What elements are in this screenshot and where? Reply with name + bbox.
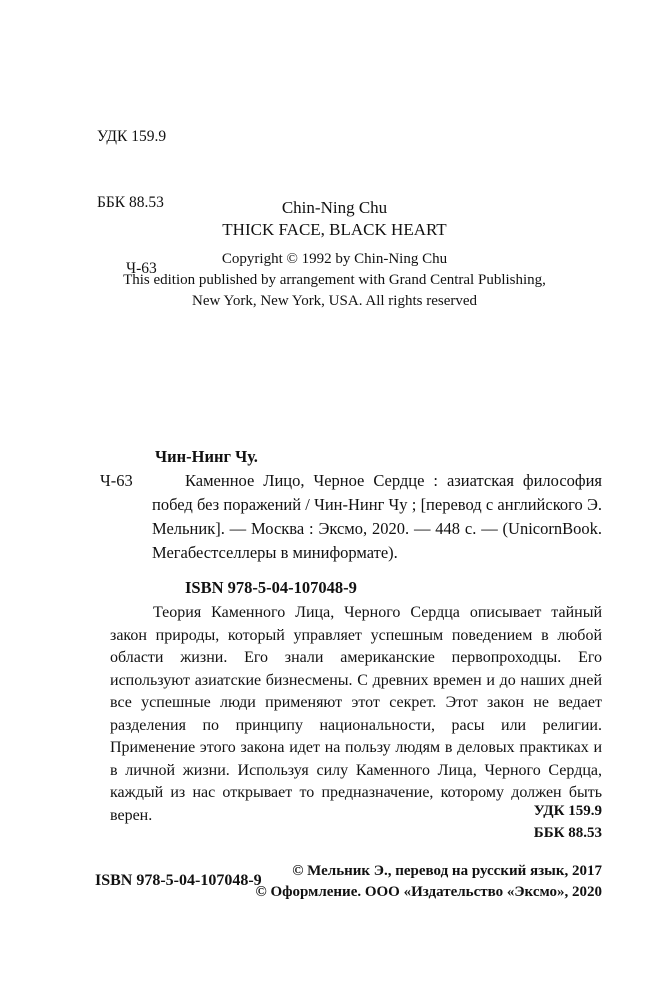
copyright-notice-line: Copyright © 1992 by Chin-Ning Chu [221, 251, 448, 267]
footer-isbn: ISBN 978-5-04-107048-9 [95, 872, 262, 889]
copyright-notice-line: New York, New York, USA. All rights reserved [192, 293, 477, 309]
bottom-catalog-codes [534, 800, 602, 844]
original-title: THICK FACE, BLACK HEART [222, 220, 447, 239]
catalog-description: Каменное Лицо, Черное Сердце : азиатская философия побед без поражений / Чин-Нинг Чу ; [перевод с английского Э. Мельник]. — Москва : Эксмо, 2020. — 448 с. — (UnicornBook. Мегабестселлеры в миниформате). [152, 471, 602, 562]
copyright-notice-line: This edition published by arrangement with Grand Central Publishing, [123, 272, 546, 288]
isbn-number: ISBN 978-5-04-107048-9 [185, 578, 357, 597]
annotation-text: Теория Каменного Лица, Черного Сердца описывает тайный закон природы, который управляет успешным поведением в любой области жизни. Его знали американские первопроходцы. Его используют азиатские бизнесмены. С древних времен и до наших дней все успешные люди применяют этот секрет. Этот закон не ведает разделения по принципу национальности, расы или религии. Применение этого закона идет на пользу людям в деловых практиках и в личной жизни. Используя силу Каменного Лица, Черного Сердца, каждый из нас открывает то предназначение, которому должен быть верен. [110, 604, 602, 824]
translation-copyright: © Мельник Э., перевод на русский язык, 2017 [292, 863, 602, 879]
bbk-code: ББК 88.53 [97, 194, 164, 211]
imprint-footer [95, 861, 602, 903]
original-author: Chin-Ning Chu [281, 198, 388, 217]
original-edition-header [0, 197, 669, 241]
author-sign-code: Ч-63 [126, 260, 157, 277]
design-copyright: © Оформление. ООО «Издательство «Эксмо», 2020 [255, 884, 602, 900]
copyright-notice [0, 249, 669, 312]
catalog-entry [100, 445, 602, 600]
bbk-code-bottom: ББК 88.53 [533, 825, 602, 841]
udk-code-bottom: УДК 159.9 [533, 803, 602, 819]
udk-code: УДК 159.9 [97, 128, 167, 145]
catalog-author: Чин-Нинг Чу. [155, 447, 258, 466]
catalog-code: Ч-63 [100, 471, 133, 490]
catalog-description-row [100, 469, 602, 565]
